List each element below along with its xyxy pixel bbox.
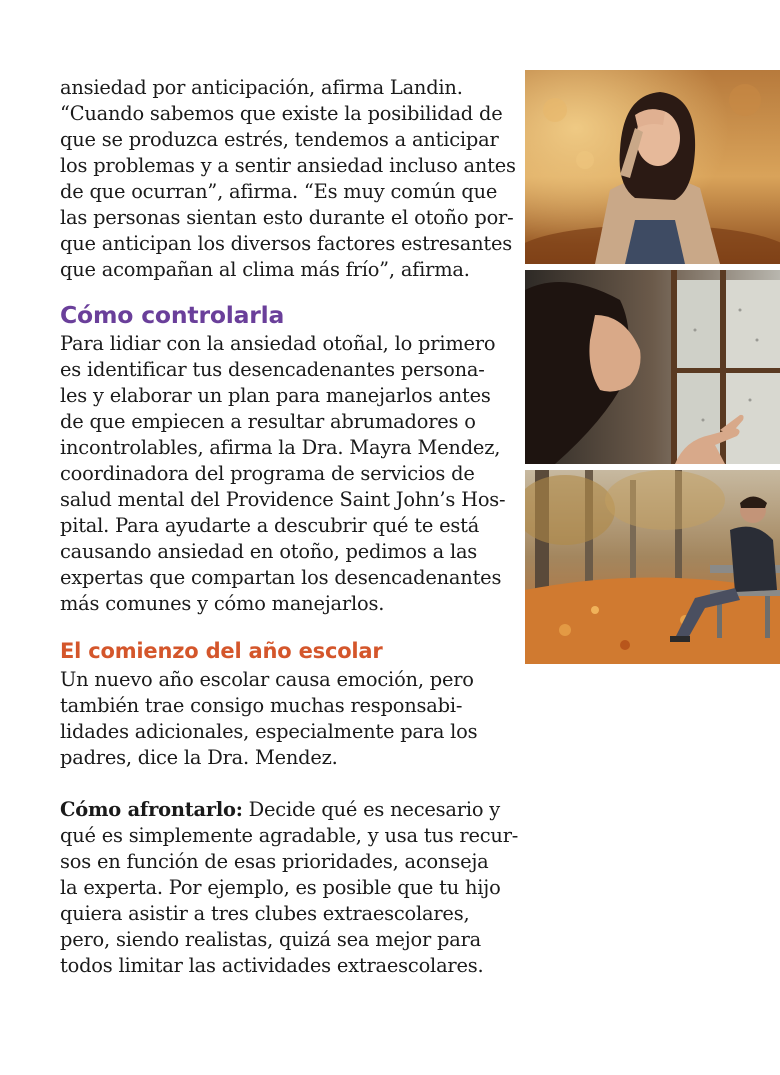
text-line: “Cuando sabemos que existe la posibilidad de <box>60 102 503 125</box>
section1-paragraph <box>60 331 506 617</box>
text-line: pital. Para ayudarte a descubrir qué te está <box>60 514 480 537</box>
text-line: quiera asistir a tres clubes extraescolares, <box>60 902 470 925</box>
text-line: salud mental del Providence Saint John’s Hos- <box>60 488 506 511</box>
text-line: es identificar tus desencadenantes persona- <box>60 358 485 381</box>
text-line: las personas sientan esto durante el otoño por- <box>60 206 514 229</box>
text-line: les y elaborar un plan para manejarlos antes <box>60 384 491 407</box>
text-line: los problemas y a sentir ansiedad incluso antes <box>60 154 516 177</box>
text-line: también trae consigo muchas responsabi- <box>60 694 463 717</box>
text-line: incontrolables, afirma la Dra. Mayra Mendez, <box>60 436 501 459</box>
section2-paragraph <box>60 667 502 771</box>
text-line: lidades adicionales, especialmente para los <box>60 720 478 743</box>
section-heading-como-controlarla: Cómo controlarla <box>60 301 285 329</box>
text-line: padres, dice la Dra. Mendez. <box>60 746 338 769</box>
text-line: que anticipan los diversos factores estresantes <box>60 232 513 255</box>
text-line: pero, siendo realistas, quizá sea mejor para <box>60 928 481 951</box>
text-line: que se produzca estrés, tendemos a anticipar <box>60 128 499 151</box>
text-line: Un nuevo año escolar causa emoción, pero <box>60 668 474 691</box>
intro-paragraph <box>60 75 516 283</box>
text-line: de que ocurran”, afirma. “Es muy común que <box>60 180 498 203</box>
text-line: que acompañan al clima más frío”, afirma. <box>60 258 470 281</box>
tip-label: Cómo afrontarlo: <box>60 798 243 821</box>
photo-man-park-bench <box>525 470 780 664</box>
text-line: de que empiecen a resultar abrumadores o <box>60 410 476 433</box>
text-line: qué es simplemente agradable, y usa tus recur- <box>60 824 519 847</box>
photo-woman-rainy-window <box>525 270 780 464</box>
text-line: ansiedad por anticipación, afirma Landin. <box>60 76 463 99</box>
photo-column <box>525 70 780 670</box>
text-line: Para lidiar con la ansiedad otoñal, lo primero <box>60 332 496 355</box>
tip-first-line-rest: Decide qué es necesario y <box>242 798 501 821</box>
text-line: expertas que compartan los desencadenantes <box>60 566 502 589</box>
text-line: coordinadora del programa de servicios de <box>60 462 475 485</box>
section-heading-comienzo-ano-escolar: El comienzo del año escolar <box>60 639 383 663</box>
text-line: todos limitar las actividades extraescolares. <box>60 954 484 977</box>
text-line <box>60 797 502 823</box>
photo-woman-autumn-leaves <box>525 70 780 264</box>
text-line: causando ansiedad en otoño, pedimos a las <box>60 540 478 563</box>
article-column <box>60 75 519 979</box>
text-line: sos en función de esas prioridades, aconseja <box>60 850 489 873</box>
text-line: más comunes y cómo manejarlos. <box>60 592 385 615</box>
text-line: la experta. Por ejemplo, es posible que tu hijo <box>60 876 501 899</box>
tip-paragraph <box>60 797 519 979</box>
paragraph-gap <box>60 771 502 797</box>
